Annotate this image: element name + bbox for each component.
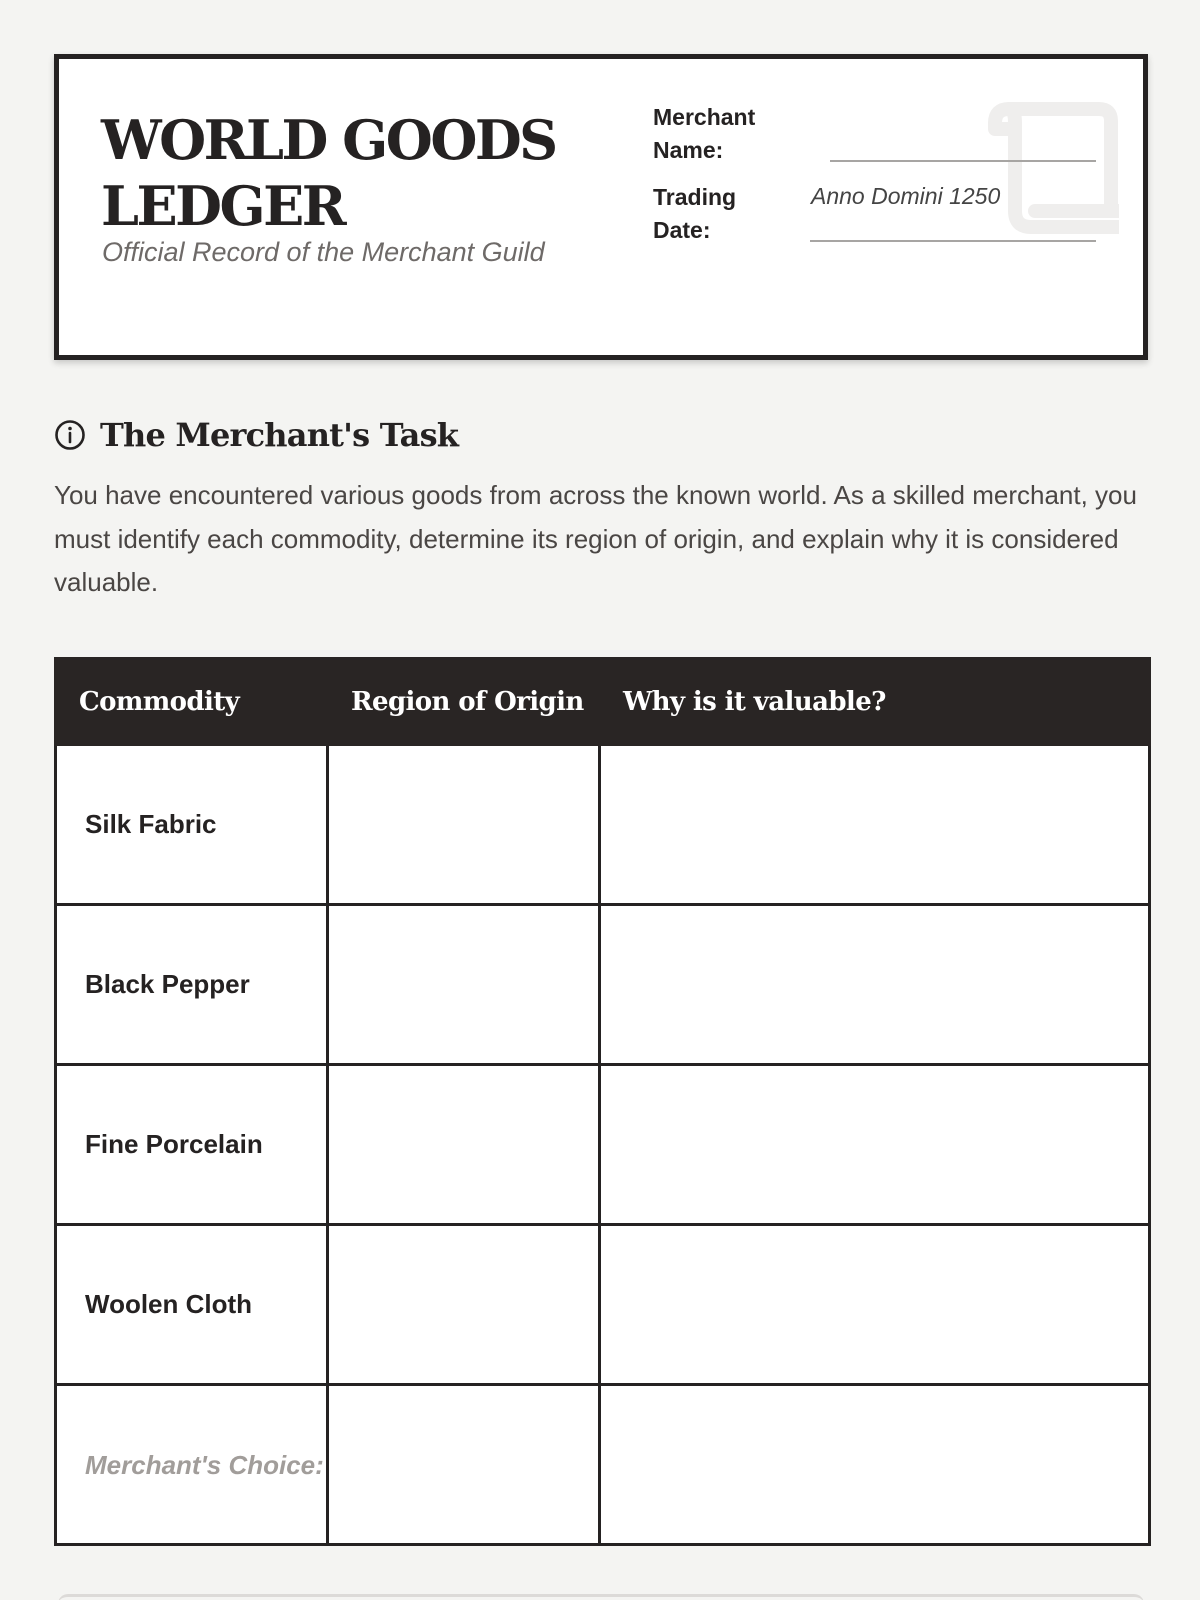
table-header-row — [56, 659, 1150, 745]
region-input-cell[interactable] — [328, 745, 600, 905]
region-input-cell[interactable] — [328, 1065, 600, 1225]
trading-date-label: Trading Date: — [653, 184, 737, 243]
region-input-cell[interactable] — [328, 1385, 600, 1545]
info-icon — [54, 419, 86, 451]
region-input-cell[interactable] — [328, 1225, 600, 1385]
ledger-header-card — [54, 54, 1148, 360]
merchant-name-field[interactable] — [830, 160, 1096, 162]
trading-date-field[interactable] — [810, 240, 1096, 242]
page-subtitle: Official Record of the Merchant Guild — [102, 237, 545, 267]
header-commodity: Commodity — [56, 659, 328, 745]
task-heading — [54, 416, 458, 454]
commodity-cell: Woolen Cloth — [56, 1225, 328, 1385]
table-row — [56, 745, 1150, 905]
value-input-cell[interactable] — [600, 905, 1150, 1065]
header-region: Region of Origin — [328, 659, 600, 745]
trading-date-value[interactable]: Anno Domini 1250 — [811, 183, 1001, 209]
header-value: Why is it valuable? — [600, 659, 1150, 745]
task-description: You have encountered various goods from across the known world. As a skilled merchant, you must identify each commodity, determine its region of origin, and explain why it is considered valuable. — [54, 480, 1137, 597]
page-title: WORLD GOODS LEDGER — [101, 108, 556, 238]
merchant-choice-cell[interactable]: Merchant's Choice: — [56, 1385, 328, 1545]
commodity-cell: Black Pepper — [56, 905, 328, 1065]
table-row — [56, 1065, 1150, 1225]
value-input-cell[interactable] — [600, 1065, 1150, 1225]
value-input-cell[interactable] — [600, 1385, 1150, 1545]
next-card-edge — [58, 1594, 1144, 1600]
commodity-cell: Fine Porcelain — [56, 1065, 328, 1225]
value-input-cell[interactable] — [600, 745, 1150, 905]
region-input-cell[interactable] — [328, 905, 600, 1065]
table-row — [56, 1385, 1150, 1545]
task-title: The Merchant's Task — [100, 416, 459, 454]
merchant-name-label: Merchant Name: — [653, 104, 756, 163]
table-row — [56, 1225, 1150, 1385]
table-row — [56, 905, 1150, 1065]
commodity-table — [54, 657, 1151, 1546]
value-input-cell[interactable] — [600, 1225, 1150, 1385]
scroll-icon — [959, 99, 1119, 239]
commodity-cell: Silk Fabric — [56, 745, 328, 905]
